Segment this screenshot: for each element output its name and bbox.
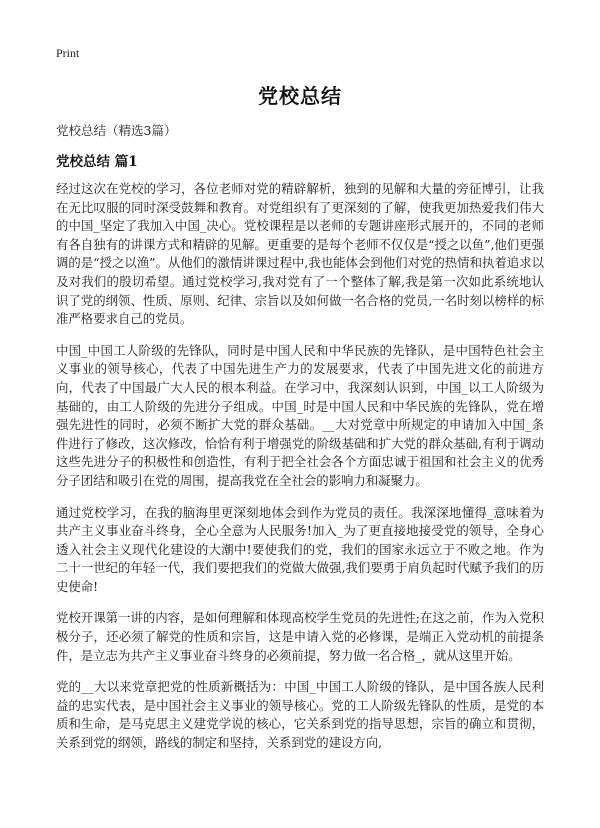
paragraph-2: 中国_中国工人阶级的先锋队，同时是中国人民和中华民族的先锋队，是中国特色社会主义事业的领导核心，代表了中国先进生产力的发展要求，代表了中国先进文化的前进方向，代表了中国最广大人民的根本利益。在学习中，我深刻认识到，中国_以工人阶级为基础的，由工人阶级的先进分子组成。中国_时是中国人民和中华民族的先锋队，党在增强先进性的同时，必须不断扩大党的群众基础。__大对党章中所规定的申请加入中国_条件进行了修改，这次修改，恰恰有利于增强党的阶级基础和扩大党的群众基础,有利于调动这些先进分子的积极性和创造性，有利于把全社会各个方面忠诚于祖国和社会主义的优秀分子团结和吸引在党的周围，提高我党在全社会的影响力和凝聚力。 bbox=[56, 342, 544, 488]
page-title: 党校总结 bbox=[258, 84, 342, 108]
section-heading: 党校总结 篇1 bbox=[56, 154, 138, 170]
document-subtitle: 党校总结（精选3篇） bbox=[56, 123, 177, 138]
paragraph-5: 党的__大以来党章把党的性质新概括为：中国_中国工人阶级的锋队，是中国各族人民利益的忠实代表，是中国社会主义事业的领导核心。党的工人阶级先锋队的性质，是党的本质和生命，是马克思主义建党学说的核心，它关系到党的指导思想，宗旨的确立和贯彻，关系到党的纲领，路线的制定和坚持，关系到党的建设方向, bbox=[56, 679, 544, 751]
paragraph-4: 党校开课第一讲的内容，是如何理解和体现高校学生党员的先进性;在这之前，作为入党积极分子，还必须了解党的性质和宗旨，这是申请入党的必修课，是端正入党动机的前提条件，是立志为共产主义事业奋斗终身的必须前提，努力做一名合格_，就从这里开始。 bbox=[56, 610, 544, 663]
paragraph-1: 经过这次在党校的学习，各位老师对党的精辟解析，独到的见解和大量的旁征博引，让我在无比叹服的同时深受鼓舞和教育。对党组织有了更深刻的了解，使我更加热爱我们伟大的中国_坚定了我加入中国_决心。党校课程是以老师的专题讲座形式展开的，不同的老师有各自独有的讲课方式和精辟的见解。更重要的是每个老师不仅仅是“授之以鱼”,他们更强调的是“授之以渔”。从他们的激情讲课过程中,我也能体会到他们对党的热情和执着追求以及对我们的殷切希望。通过党校学习,我对党有了一个整体了解,我是第一次如此系统地认识了党的纲领、性质、原则、纪律、宗旨以及如何做一名合格的党员,一名时刻以榜样的标准严格要求自己的党员。 bbox=[56, 181, 544, 327]
print-link[interactable]: Print bbox=[56, 46, 80, 60]
body-text bbox=[56, 180, 544, 766]
paragraph-3: 通过党校学习，在我的脑海里更深刻地体会到作为党员的责任。我深深地懂得_意味着为共产主义事业奋斗终身，全心全意为人民服务!加入_为了更直接地接受党的领导，全身心透入社会主义现代化建设的大潮中!要使我们的党，我们的国家永远立于不败之地。作为二十一世纪的年轻一代，我们要把我们的党做大做强,我们要勇于肩负起时代赋予我们的历史使命! bbox=[56, 504, 544, 594]
